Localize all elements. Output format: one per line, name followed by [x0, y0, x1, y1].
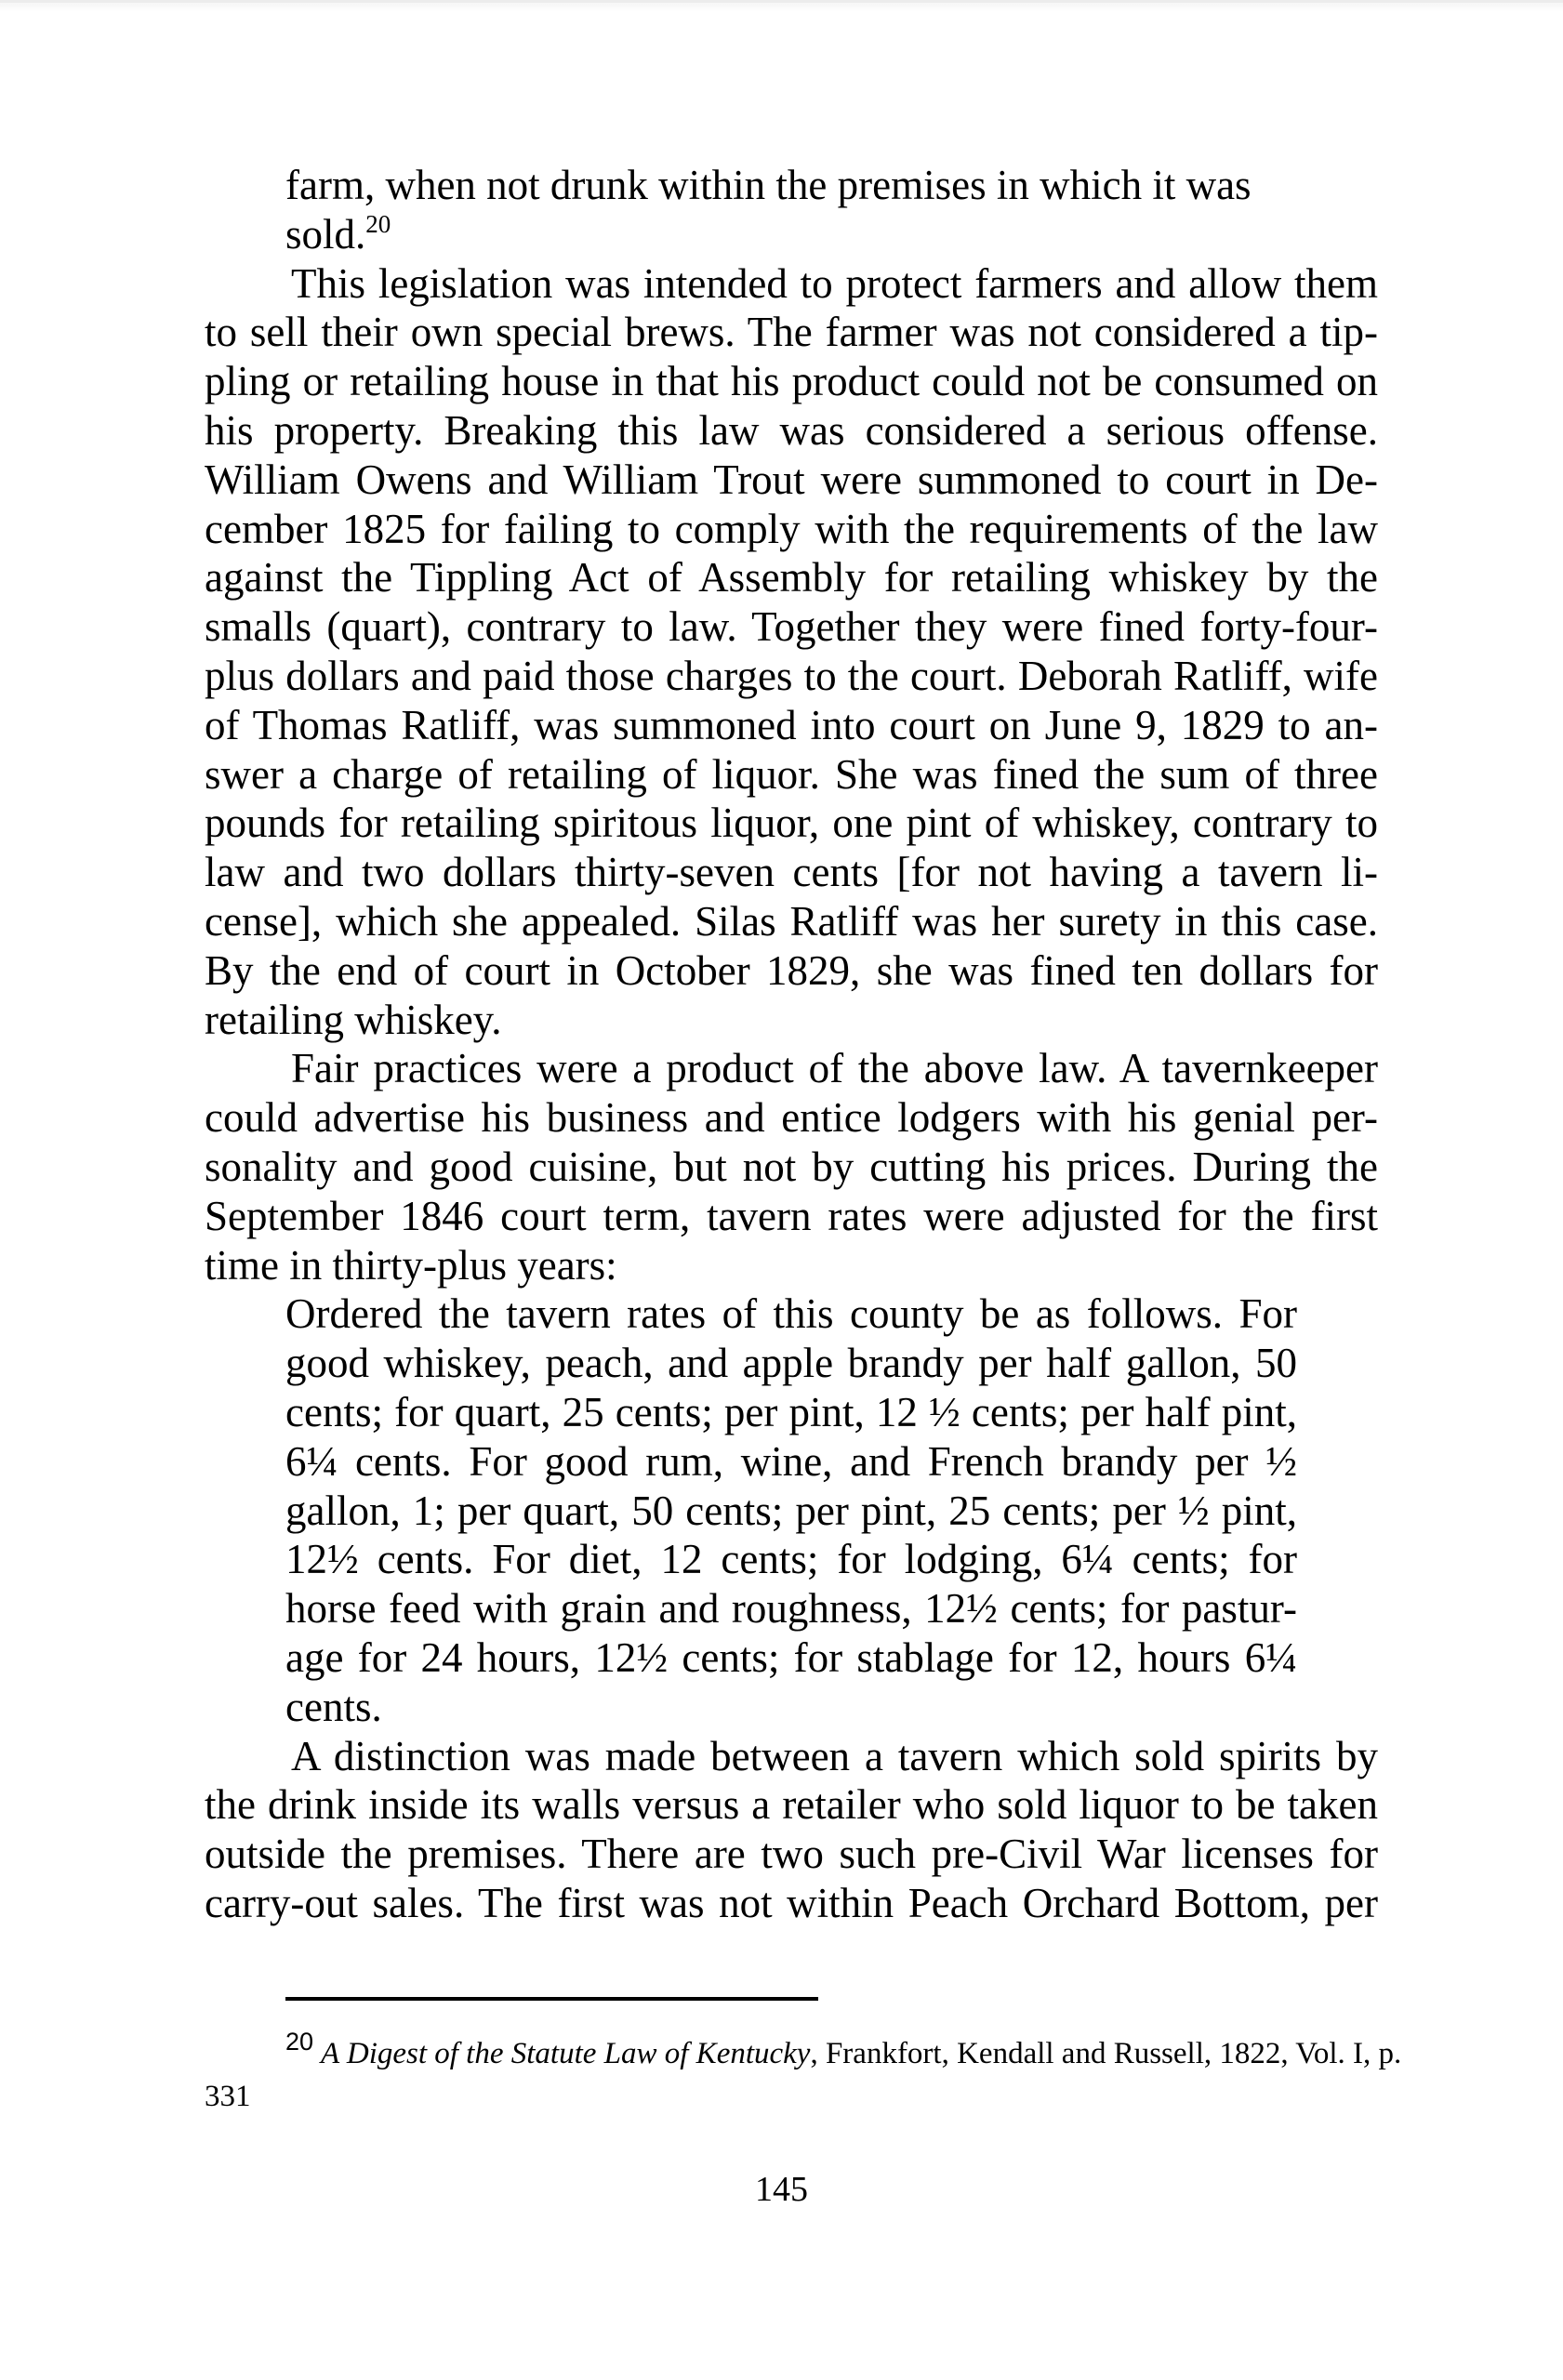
text-line: [291, 1044, 1378, 1093]
text-line-content: carry-out sales. The first was not within Peach Orchard Bottom, per: [205, 1880, 1378, 1926]
text-line: [205, 848, 1378, 897]
footnote-source-title: A Digest of the Statute Law of Kentucky: [321, 2037, 811, 2070]
text-line-content: cember 1825 for failing to comply with the requirements of the law: [205, 505, 1378, 552]
text-line-content: outside the premises. There are two such pre-Civil War licenses for: [205, 1831, 1378, 1878]
text-line: [205, 602, 1378, 652]
text-line: [205, 1192, 1378, 1241]
text-line: [205, 553, 1378, 602]
footnote-continuation: 331: [205, 2080, 251, 2113]
text-line: [285, 1584, 1297, 1633]
text-line-content: time in thirty-plus years:: [205, 1241, 617, 1289]
text-line-content: law and two dollars thirty-seven cents [for not having a tavern li-: [205, 849, 1378, 896]
text-line: [285, 1683, 1297, 1732]
text-line-content: to sell their own special brews. The farmer was not considered a tip-: [205, 309, 1378, 356]
text-line-content: plus dollars and paid those charges to the court. Deborah Ratliff, wife: [205, 653, 1378, 699]
text-line: [205, 897, 1378, 946]
text-line: [291, 259, 1378, 309]
text-line: [205, 1241, 1378, 1290]
text-line: [205, 996, 1378, 1045]
text-line-content: This legislation was intended to protect farmers and allow them: [291, 259, 1378, 307]
text-line-content: 12½ cents. For diet, 12 cents; for lodging, 6¼ cents; for: [285, 1536, 1297, 1583]
text-line: [205, 946, 1378, 996]
text-line-content: smalls (quart), contrary to law. Together they were fined forty-four-: [205, 603, 1378, 651]
text-line: [205, 1780, 1378, 1830]
text-line: [205, 1143, 1378, 1192]
text-line-content: age for 24 hours, 12½ cents; for stablage for 12, hours 6¼: [285, 1634, 1297, 1681]
text-line-content: pounds for retailing spiritous liquor, one pint of whiskey, contrary to: [205, 800, 1378, 847]
footnote-marker: 20: [285, 2028, 314, 2056]
text-line: [285, 1487, 1297, 1536]
text-line-content: pling or retailing house in that his product could not be consumed on: [205, 358, 1378, 405]
text-line-content: against the Tippling Act of Assembly for retailing whiskey by the: [205, 554, 1378, 602]
text-line-content: horse feed with grain and roughness, 12½ cents; for pastur-: [285, 1585, 1297, 1633]
text-line-content: sonality and good cuisine, but not by cutting his prices. During the: [205, 1144, 1378, 1190]
footnote-separator: [285, 1997, 818, 2001]
text-line-content: 6¼ cents. For good rum, wine, and French brandy per ½: [285, 1437, 1297, 1485]
text-line: [205, 799, 1378, 848]
text-line: [285, 210, 1297, 259]
footnote-20: [285, 2028, 1402, 2077]
text-line: [285, 1339, 1297, 1388]
text-line: [205, 456, 1378, 505]
text-line: [205, 406, 1378, 456]
text-line-content: sold.: [285, 210, 366, 258]
text-line-content: farm, when not drunk within the premises in which it was: [285, 162, 1252, 208]
text-line: [291, 1732, 1378, 1781]
text-line-content: cents.: [285, 1683, 382, 1730]
text-line: [205, 750, 1378, 800]
text-line-content: Ordered the tavern rates of this county be as follows. For: [285, 1290, 1297, 1338]
text-line-content: retailing whiskey.: [205, 996, 502, 1043]
text-line: [285, 1535, 1297, 1584]
text-line-content: William Owens and William Trout were summoned to court in De-: [205, 456, 1378, 503]
text-line: [285, 1437, 1297, 1487]
page-number: 145: [755, 2170, 808, 2209]
text-line: [205, 652, 1378, 701]
text-line: [285, 1633, 1297, 1683]
text-line-content: Fair practices were a product of the above law. A tavernkeeper: [291, 1045, 1378, 1092]
text-line-content: cents; for quart, 25 cents; per pint, 12 ½ cents; per half pint,: [285, 1389, 1297, 1435]
text-line: [205, 357, 1378, 406]
text-line-content: By the end of court in October 1829, she was fined ten dollars for: [205, 946, 1378, 994]
footnote-reference[interactable]: 20: [365, 209, 391, 238]
text-line-content: cense], which she appealed. Silas Ratliff was her surety in this case.: [205, 898, 1378, 945]
text-line: [205, 505, 1378, 554]
text-line-content: the drink inside its walls versus a retailer who sold liquor to be taken: [205, 1781, 1378, 1829]
text-line: [205, 1879, 1378, 1928]
text-line: [285, 161, 1297, 210]
text-line: [205, 1830, 1378, 1879]
text-line-content: of Thomas Ratliff, was summoned into court on June 9, 1829 to an-: [205, 701, 1378, 748]
text-line-content: swer a charge of retailing of liquor. She was fined the sum of three: [205, 750, 1378, 798]
text-line: [205, 701, 1378, 750]
text-line: [285, 1388, 1297, 1437]
text-line: [205, 1093, 1378, 1143]
footnote-source-details: , Frankfort, Kendall and Russell, 1822, Vol. I, p.: [810, 2037, 1402, 2070]
text-line-content: A distinction was made between a tavern which sold spirits by: [291, 1732, 1378, 1779]
text-line: [205, 308, 1378, 357]
text-line: [285, 1289, 1297, 1339]
text-line-content: his property. Breaking this law was considered a serious offense.: [205, 407, 1378, 454]
text-line-content: September 1846 court term, tavern rates were adjusted for the first: [205, 1192, 1378, 1239]
text-line-content: could advertise his business and entice lodgers with his genial per-: [205, 1094, 1378, 1142]
text-line-content: gallon, 1; per quart, 50 cents; per pint, 25 cents; per ½ pint,: [285, 1487, 1297, 1534]
text-line-content: good whiskey, peach, and apple brandy per half gallon, 50: [285, 1340, 1297, 1387]
